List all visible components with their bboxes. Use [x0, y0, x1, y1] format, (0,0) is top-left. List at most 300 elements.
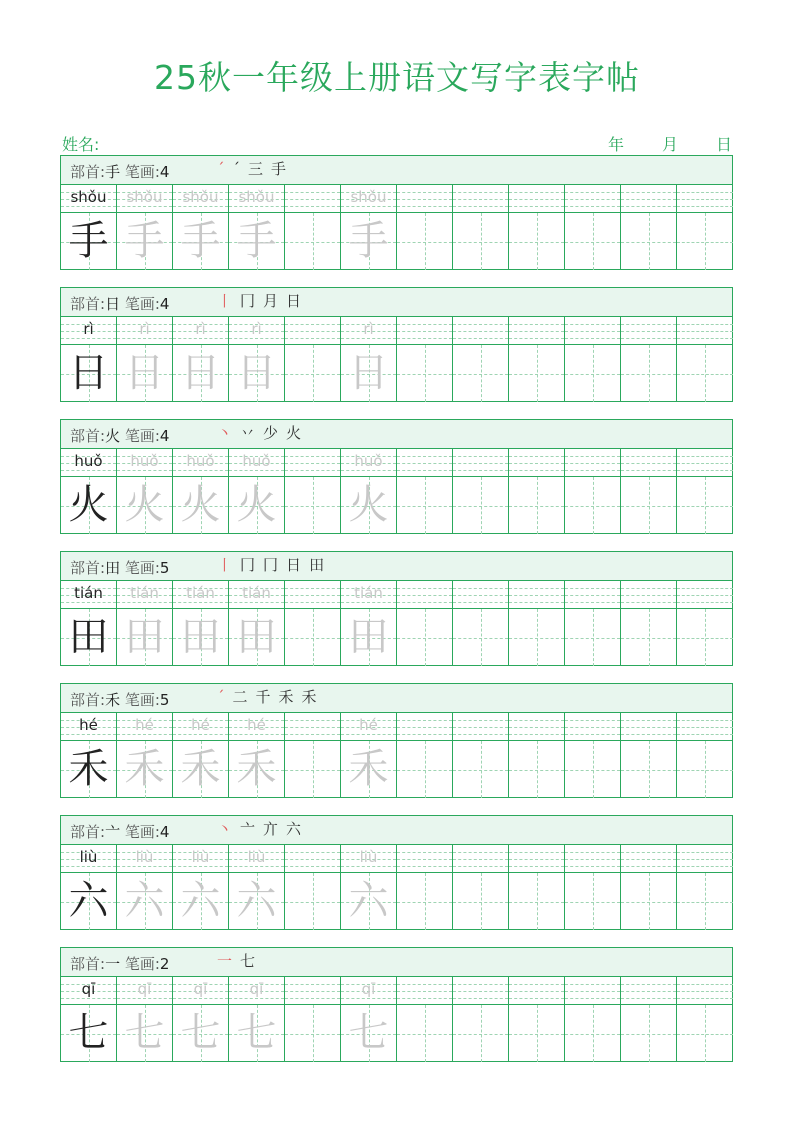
hanzi-grid: [621, 609, 676, 666]
hanzi-grid: [61, 345, 116, 402]
hanzi-grid: [677, 213, 733, 270]
stroke-step: 亣: [263, 820, 279, 838]
char-row-header: [61, 420, 732, 449]
hanzi-grid: [509, 609, 564, 666]
pinyin-grid: [341, 713, 396, 741]
hanzi-grid: [341, 345, 396, 402]
blank-practice-cell: [621, 977, 677, 1062]
char-row: [60, 287, 733, 402]
trace-cell: [173, 317, 229, 402]
hanzi-grid: [229, 873, 284, 930]
pinyin-grid: [397, 977, 452, 1005]
char-info: [70, 689, 169, 710]
stroke-step: 丨: [217, 292, 233, 310]
char-row: [60, 683, 733, 798]
model-cell: [61, 449, 117, 534]
hanzi-grid: [341, 477, 396, 534]
trace-character: 田: [124, 614, 165, 660]
radical-label: 部首:: [70, 955, 106, 973]
stroke-step: 冂: [240, 292, 256, 310]
pinyin-grid: [509, 185, 564, 213]
pinyin-grid: [453, 977, 508, 1005]
blank-practice-cell: [285, 185, 341, 270]
char-row-header: [61, 156, 732, 185]
model-cell: [61, 317, 117, 402]
pinyin-grid: [61, 977, 116, 1005]
hanzi-grid: [453, 609, 508, 666]
pinyin-grid: [117, 317, 172, 345]
blank-practice-cell: [565, 713, 621, 798]
pinyin-grid: [285, 317, 340, 345]
pinyin-grid: [117, 185, 172, 213]
stroke-count-label: 笔画:: [124, 823, 160, 841]
trace-cell: [173, 977, 229, 1062]
pinyin-grid: [61, 581, 116, 609]
trace-character: 六: [124, 878, 165, 924]
pinyin-trace-text: tián: [130, 584, 159, 602]
trace-character: 田: [180, 614, 221, 660]
hanzi-grid: [397, 213, 452, 270]
char-info: [70, 821, 169, 842]
char-row: [60, 551, 733, 666]
trace-character: 手: [348, 218, 389, 264]
char-info: [70, 425, 169, 446]
trace-cell: [173, 845, 229, 930]
model-cell: [61, 713, 117, 798]
blank-practice-cell: [285, 977, 341, 1062]
hanzi-grid: [677, 741, 733, 798]
hanzi-grid: [117, 873, 172, 930]
blank-practice-cell: [621, 845, 677, 930]
radical-label: 部首:: [70, 163, 106, 181]
trace-character: 火: [348, 482, 389, 528]
pinyin-grid: [509, 845, 564, 873]
stroke-order: [217, 686, 325, 707]
char-info: [70, 953, 169, 974]
pinyin-grid: [565, 977, 620, 1005]
stroke-count-value: 4: [159, 823, 170, 841]
pinyin-trace-text: qī: [361, 980, 376, 998]
trace-cell: [341, 713, 397, 798]
char-info: [70, 557, 169, 578]
model-cell: [61, 845, 117, 930]
pinyin-trace-text: qī: [193, 980, 208, 998]
stroke-step: 月: [263, 292, 279, 310]
pinyin-trace-text: liù: [191, 848, 210, 866]
hanzi-grid: [341, 741, 396, 798]
pinyin-grid: [229, 185, 284, 213]
stroke-order: [217, 950, 263, 971]
stroke-order: [217, 554, 332, 575]
stroke-count-label: 笔画:: [124, 427, 160, 445]
model-character: 日: [68, 350, 109, 396]
hanzi-grid: [677, 609, 733, 666]
hanzi-grid: [341, 213, 396, 270]
pinyin-grid: [173, 185, 228, 213]
pinyin-trace-text: hé: [135, 716, 154, 734]
blank-practice-cell: [509, 845, 565, 930]
hanzi-grid: [229, 609, 284, 666]
trace-character: 六: [236, 878, 277, 924]
hanzi-grid: [173, 477, 228, 534]
pinyin-grid: [229, 845, 284, 873]
model-character: 手: [68, 218, 109, 264]
pinyin-grid: [621, 977, 676, 1005]
trace-cell: [341, 185, 397, 270]
hanzi-grid: [509, 213, 564, 270]
stroke-step: 二: [232, 688, 248, 706]
trace-cell: [173, 581, 229, 666]
pinyin-text: liù: [79, 848, 98, 866]
pinyin-grid: [565, 845, 620, 873]
pinyin-trace-text: hé: [247, 716, 266, 734]
pinyin-grid: [117, 845, 172, 873]
hanzi-grid: [61, 741, 116, 798]
pinyin-grid: [229, 977, 284, 1005]
pinyin-grid: [341, 317, 396, 345]
blank-practice-cell: [565, 845, 621, 930]
trace-cell: [173, 449, 229, 534]
pinyin-grid: [509, 977, 564, 1005]
hanzi-grid: [397, 1005, 452, 1062]
radical-value: 日: [105, 295, 121, 313]
pinyin-trace-text: tián: [242, 584, 271, 602]
pinyin-grid: [453, 845, 508, 873]
pinyin-grid: [341, 977, 396, 1005]
blank-practice-cell: [509, 317, 565, 402]
pinyin-text: hé: [79, 716, 98, 734]
hanzi-grid: [117, 741, 172, 798]
trace-cell: [229, 713, 285, 798]
pinyin-grid: [453, 317, 508, 345]
trace-cell: [341, 977, 397, 1062]
stroke-step: 丶: [217, 820, 233, 838]
blank-practice-cell: [453, 185, 509, 270]
hanzi-grid: [173, 213, 228, 270]
hanzi-grid: [453, 213, 508, 270]
pinyin-grid: [61, 449, 116, 477]
trace-cell: [117, 317, 173, 402]
char-row-header: [61, 948, 732, 977]
blank-practice-cell: [509, 977, 565, 1062]
model-cell: [61, 581, 117, 666]
date-month-label: 月: [662, 135, 679, 154]
hanzi-grid: [61, 1005, 116, 1062]
blank-practice-cell: [285, 845, 341, 930]
pinyin-grid: [285, 713, 340, 741]
hanzi-grid: [229, 741, 284, 798]
hanzi-grid: [341, 873, 396, 930]
pinyin-grid: [677, 581, 733, 609]
hanzi-grid: [565, 609, 620, 666]
blank-practice-cell: [509, 713, 565, 798]
blank-practice-cell: [677, 713, 733, 798]
pinyin-grid: [173, 449, 228, 477]
char-row: [60, 815, 733, 930]
stroke-step: 少: [263, 424, 279, 442]
hanzi-grid: [397, 741, 452, 798]
stroke-count-value: 4: [159, 427, 170, 445]
hanzi-grid: [397, 609, 452, 666]
stroke-order: [217, 158, 294, 179]
pinyin-grid: [173, 845, 228, 873]
trace-character: 火: [124, 482, 165, 528]
pinyin-grid: [677, 185, 733, 213]
pinyin-grid: [61, 317, 116, 345]
char-row-header: [61, 552, 732, 581]
model-character: 禾: [68, 746, 109, 792]
pinyin-grid: [173, 713, 228, 741]
hanzi-grid: [453, 345, 508, 402]
trace-character: 禾: [348, 746, 389, 792]
hanzi-grid: [453, 1005, 508, 1062]
trace-character: 手: [236, 218, 277, 264]
blank-practice-cell: [621, 581, 677, 666]
stroke-order: [217, 818, 309, 839]
hanzi-grid: [565, 213, 620, 270]
blank-practice-cell: [565, 185, 621, 270]
pinyin-trace-text: shǒu: [350, 188, 387, 206]
pinyin-grid: [453, 185, 508, 213]
trace-character: 日: [124, 350, 165, 396]
trace-character: 六: [180, 878, 221, 924]
trace-cell: [229, 845, 285, 930]
pinyin-text: huǒ: [74, 452, 103, 470]
hanzi-grid: [565, 873, 620, 930]
radical-label: 部首:: [70, 823, 106, 841]
pinyin-grid: [509, 317, 564, 345]
pinyin-trace-text: huǒ: [186, 452, 215, 470]
hanzi-grid: [285, 1005, 340, 1062]
model-character: 田: [68, 614, 109, 660]
pinyin-trace-text: liù: [135, 848, 154, 866]
pinyin-grid: [61, 713, 116, 741]
hanzi-grid: [229, 213, 284, 270]
blank-practice-cell: [565, 977, 621, 1062]
char-row-header: [61, 684, 732, 713]
pinyin-grid: [677, 977, 733, 1005]
stroke-count-label: 笔画:: [124, 295, 160, 313]
hanzi-grid: [61, 213, 116, 270]
pinyin-grid: [285, 845, 340, 873]
stroke-order: [217, 290, 309, 311]
hanzi-grid: [397, 345, 452, 402]
pinyin-grid: [677, 713, 733, 741]
pinyin-grid: [341, 845, 396, 873]
hanzi-grid: [173, 873, 228, 930]
stroke-step: 丶: [217, 424, 233, 442]
blank-practice-cell: [397, 185, 453, 270]
hanzi-grid: [341, 609, 396, 666]
pinyin-grid: [117, 977, 172, 1005]
blank-practice-cell: [453, 713, 509, 798]
hanzi-grid: [565, 345, 620, 402]
blank-practice-cell: [453, 317, 509, 402]
hanzi-grid: [61, 477, 116, 534]
model-cell: [61, 977, 117, 1062]
trace-cell: [117, 845, 173, 930]
trace-cell: [341, 317, 397, 402]
hanzi-grid: [285, 213, 340, 270]
char-row-header: [61, 816, 732, 845]
pinyin-trace-text: qī: [249, 980, 264, 998]
pinyin-grid: [509, 713, 564, 741]
blank-practice-cell: [453, 977, 509, 1062]
hanzi-grid: [173, 345, 228, 402]
pinyin-text: qī: [81, 980, 96, 998]
hanzi-grid: [565, 1005, 620, 1062]
pinyin-trace-text: shǒu: [238, 188, 275, 206]
blank-practice-cell: [677, 317, 733, 402]
hanzi-grid: [117, 477, 172, 534]
pinyin-grid: [565, 185, 620, 213]
hanzi-grid: [509, 873, 564, 930]
model-character: 火: [68, 482, 109, 528]
hanzi-grid: [677, 477, 733, 534]
trace-character: 七: [348, 1010, 389, 1056]
hanzi-grid: [285, 609, 340, 666]
blank-practice-cell: [621, 713, 677, 798]
stroke-step: 火: [286, 424, 302, 442]
hanzi-grid: [677, 1005, 733, 1062]
hanzi-grid: [509, 477, 564, 534]
radical-value: 火: [105, 427, 121, 445]
hanzi-grid: [509, 345, 564, 402]
blank-practice-cell: [677, 449, 733, 534]
pinyin-grid: [397, 581, 452, 609]
trace-cell: [341, 845, 397, 930]
pinyin-trace-text: qī: [137, 980, 152, 998]
trace-cell: [117, 449, 173, 534]
stroke-step: 冂: [263, 556, 279, 574]
blank-practice-cell: [285, 317, 341, 402]
blank-practice-cell: [509, 449, 565, 534]
blank-practice-cell: [285, 713, 341, 798]
pinyin-grid: [229, 449, 284, 477]
pinyin-grid: [61, 845, 116, 873]
pinyin-trace-text: huǒ: [354, 452, 383, 470]
pinyin-grid: [397, 713, 452, 741]
blank-practice-cell: [621, 449, 677, 534]
blank-practice-cell: [397, 581, 453, 666]
pinyin-grid: [397, 185, 452, 213]
hanzi-grid: [397, 477, 452, 534]
trace-cell: [229, 185, 285, 270]
pinyin-grid: [341, 581, 396, 609]
pinyin-trace-text: rì: [139, 320, 150, 338]
pinyin-grid: [509, 449, 564, 477]
stroke-step: ˊ: [217, 688, 225, 706]
trace-character: 田: [236, 614, 277, 660]
model-cell: [61, 185, 117, 270]
trace-cell: [341, 449, 397, 534]
pinyin-grid: [621, 317, 676, 345]
pinyin-grid: [285, 581, 340, 609]
pinyin-grid: [285, 449, 340, 477]
pinyin-grid: [565, 713, 620, 741]
hanzi-grid: [621, 213, 676, 270]
pinyin-trace-text: tián: [354, 584, 383, 602]
radical-value: 禾: [105, 691, 121, 709]
pinyin-trace-text: hé: [191, 716, 210, 734]
pinyin-grid: [565, 317, 620, 345]
pinyin-grid: [621, 449, 676, 477]
pinyin-grid: [621, 713, 676, 741]
blank-practice-cell: [509, 185, 565, 270]
stroke-step: 一: [217, 952, 233, 970]
radical-label: 部首:: [70, 691, 106, 709]
pinyin-grid: [173, 581, 228, 609]
date-year-label: 年: [608, 135, 625, 154]
model-character: 七: [68, 1010, 109, 1056]
stroke-count-label: 笔画:: [124, 955, 160, 973]
stroke-step: 丷: [240, 424, 256, 442]
stroke-step: 冂: [240, 556, 256, 574]
char-row: [60, 947, 733, 1062]
trace-cell: [229, 977, 285, 1062]
pinyin-grid: [229, 713, 284, 741]
char-row-header: [61, 288, 732, 317]
trace-cell: [117, 581, 173, 666]
trace-cell: [229, 581, 285, 666]
hanzi-grid: [621, 741, 676, 798]
blank-practice-cell: [621, 185, 677, 270]
stroke-step: ˊ: [232, 160, 240, 178]
blank-practice-cell: [677, 185, 733, 270]
trace-cell: [117, 185, 173, 270]
pinyin-trace-text: shǒu: [126, 188, 163, 206]
trace-character: 禾: [124, 746, 165, 792]
trace-character: 田: [348, 614, 389, 660]
pinyin-grid: [285, 185, 340, 213]
stroke-step: 手: [271, 160, 287, 178]
pinyin-grid: [397, 317, 452, 345]
hanzi-grid: [173, 609, 228, 666]
stroke-step: 田: [309, 556, 325, 574]
hanzi-grid: [117, 213, 172, 270]
hanzi-grid: [285, 741, 340, 798]
hanzi-grid: [173, 741, 228, 798]
hanzi-grid: [117, 609, 172, 666]
hanzi-grid: [621, 345, 676, 402]
blank-practice-cell: [285, 449, 341, 534]
pinyin-grid: [565, 581, 620, 609]
stroke-step: 六: [286, 820, 302, 838]
trace-character: 七: [236, 1010, 277, 1056]
blank-practice-cell: [677, 977, 733, 1062]
pinyin-grid: [117, 713, 172, 741]
date-day-label: 日: [716, 135, 733, 154]
pinyin-trace-text: shǒu: [182, 188, 219, 206]
pinyin-text: tián: [74, 584, 103, 602]
trace-character: 火: [180, 482, 221, 528]
pinyin-trace-text: rì: [251, 320, 262, 338]
pinyin-grid: [341, 185, 396, 213]
stroke-count-value: 4: [159, 163, 170, 181]
pinyin-trace-text: rì: [195, 320, 206, 338]
pinyin-grid: [621, 185, 676, 213]
hanzi-grid: [117, 345, 172, 402]
pinyin-grid: [229, 581, 284, 609]
pinyin-grid: [285, 977, 340, 1005]
trace-character: 日: [348, 350, 389, 396]
pinyin-text: rì: [83, 320, 94, 338]
pinyin-trace-text: rì: [363, 320, 374, 338]
trace-character: 七: [124, 1010, 165, 1056]
model-character: 六: [68, 878, 109, 924]
radical-label: 部首:: [70, 559, 106, 577]
pinyin-trace-text: liù: [359, 848, 378, 866]
